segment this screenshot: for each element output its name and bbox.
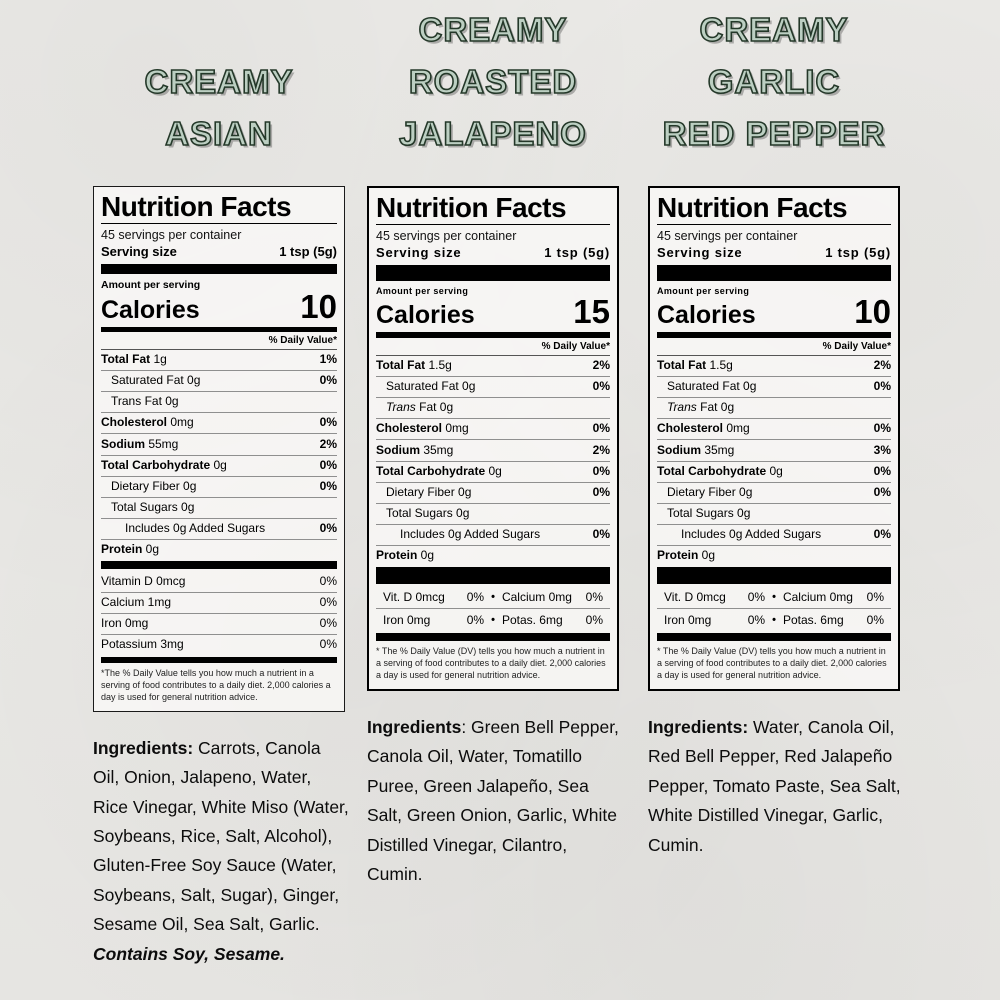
calories-value: 15 [573,293,610,331]
nutrient-row: Saturated Fat 0g 0% [101,371,337,392]
ingredients-label: Ingredients [367,717,462,738]
nutrient-row: Protein 0g [101,542,160,557]
nutrient-row: Sodium 55mg 2% [101,434,337,455]
divider-bar [101,657,337,663]
nutrient-row: Total Carbohydrate 0g 0% [376,462,610,483]
vitamin-row: Iron 0mg 0% • Potas. 6mg 0% [664,613,885,628]
divider-bar [376,567,610,584]
servings-per-container: 45 servings per container [657,229,798,244]
bullet-separator-icon: • [491,591,495,604]
vitamin-rows [657,586,891,631]
divider-bar [101,561,337,569]
nutrient-row: Saturated Fat 0g 0% [657,377,891,398]
nutrient-row: Dietary Fiber 0g 0% [101,477,337,498]
nutrient-row: Protein 0g [376,548,435,563]
divider-bar [657,567,891,584]
divider-bar [101,264,337,274]
vitamin-rows [101,571,337,655]
nutrition-facts-heading: Nutrition Facts [376,193,610,225]
divider-bar [376,633,610,641]
nutrition-facts-label [367,186,619,691]
calories-row [376,293,610,331]
product-column-creamy-roasted-jalapeno [367,0,619,889]
ingredients-text [93,734,351,969]
servings-per-container: 45 servings per container [101,228,242,243]
serving-size-value: 1 tsp (5g) [279,244,337,260]
vitamin-rows [376,586,610,631]
daily-value-header: % Daily Value* [657,338,891,356]
daily-value-footnote: *The % Daily Value tells you how much a nutrient in a serving of food contributes to a daily diet. 2,000 calories a day is used for general nutrition advice. [101,668,331,702]
calories-label: Calories [657,300,756,329]
calories-label: Calories [101,295,200,324]
ingredients-text [367,713,625,889]
serving-size-row [376,243,610,264]
divider-bar [376,265,610,281]
nutrition-facts-label [93,186,345,712]
serving-size-label: Serving size [657,245,743,261]
calories-row [101,288,337,326]
product-title-line: ASIAN [165,114,273,152]
nutrition-facts-heading: Nutrition Facts [101,192,337,224]
product-title-line: ROASTED [408,62,578,100]
nutrient-rows [376,356,610,567]
product-column-creamy-garlic-red-pepper [648,0,900,860]
ingredients-label: Ingredients: [648,717,749,738]
serving-size-label: Serving size [376,245,462,261]
nutrient-row: Dietary Fiber 0g 0% [376,483,610,504]
serving-size-value: 1 tsp (5g) [825,245,891,261]
ingredients-list: Carrots, Canola Oil, Onion, Jalapeno, Water, Rice Vinegar, White Miso (Water, Soybeans, Rice, Salt, Alcohol), Gluten-Free Soy Sauce (Water, Soybeans, Salt, Sugar), Ginger, Sesame Oil, Sea Salt, Garlic. [93,737,349,935]
amount-per-serving-label: Amount per serving [376,286,469,297]
daily-value-header: % Daily Value* [376,338,610,356]
nutrient-row: Includes 0g Added Sugars 0% [376,525,610,546]
nutrient-rows [657,356,891,567]
nutrient-row: Trans Fat 0g [376,398,610,419]
calories-label: Calories [376,300,475,329]
vitamin-row: Vit. D 0mcg 0% • Calcium 0mg 0% [376,586,610,609]
bullet-separator-icon: • [491,614,495,627]
serving-size-value: 1 tsp (5g) [544,245,610,261]
product-title-line: CREAMY [418,10,568,48]
divider-bar [657,265,891,281]
nutrient-row: Dietary Fiber 0g 0% [657,483,891,504]
amount-per-serving-label: Amount per serving [657,286,750,297]
nutrient-row: Total Fat 1.5g 2% [657,356,891,377]
nutrient-row: Saturated Fat 0g 0% [376,377,610,398]
divider-bar [657,633,891,641]
nutrient-row: Trans Fat 0g [101,392,337,413]
vitamin-row: Iron 0mg 0% • Potas. 6mg 0% [383,613,604,628]
nutrient-row: Sodium 35mg 2% [376,440,610,461]
nutrient-row: Includes 0g Added Sugars 0% [657,525,891,546]
nutrient-row: Total Carbohydrate 0g 0% [657,462,891,483]
nutrient-row: Trans Fat 0g [657,398,891,419]
daily-value-header: % Daily Value* [101,332,337,350]
vitamin-row: Vit. D 0mcg 0% • Calcium 0mg 0% [657,586,891,609]
nutrient-row: Cholesterol 0mg 0% [101,413,337,434]
nutrient-row: Cholesterol 0mg 0% [376,419,610,440]
nutrition-facts-label [648,186,900,691]
nutrient-row: Includes 0g Added Sugars 0% [101,519,337,540]
nutrient-row: Total Sugars 0g [657,504,891,525]
amount-per-serving-label: Amount per serving [101,279,201,292]
vitamin-row: Vitamin D 0mcg 0% [101,571,337,592]
product-title [648,0,900,186]
serving-size-label: Serving size [101,244,177,260]
product-title-line: JALAPENO [399,114,587,152]
product-title [367,0,619,186]
nutrition-facts-heading: Nutrition Facts [657,193,891,225]
nutrient-row: Sodium 35mg 3% [657,440,891,461]
product-title-line: GARLIC [707,62,841,100]
serving-size-row [101,242,337,263]
vitamin-row: Iron 0mg 0% [101,614,337,635]
vitamin-row: Potassium 3mg 0% [101,637,337,652]
serving-size-row [657,243,891,264]
nutrient-row: Total Carbohydrate 0g 0% [101,456,337,477]
bullet-separator-icon: • [772,591,776,604]
vitamin-row: Calcium 1mg 0% [101,593,337,614]
bullet-separator-icon: • [772,614,776,627]
nutrient-row: Protein 0g [657,548,716,563]
ingredients-text [648,713,906,860]
calories-value: 10 [300,288,337,326]
nutrient-row: Total Sugars 0g [101,498,337,519]
ingredients-list: Water, Canola Oil, Red Bell Pepper, Red Jalapeño Pepper, Tomato Paste, Sea Salt, White Distilled Vinegar, Garlic, Cumin. [648,717,901,855]
nutrient-row: Total Sugars 0g [376,504,610,525]
ingredients-list: : Green Bell Pepper, Canola Oil, Water, Tomatillo Puree, Green Jalapeño, Sea Salt, Green Onion, Garlic, White Distilled Vinegar, Cilantro, Cumin. [367,717,619,885]
calories-value: 10 [854,293,891,331]
ingredients-label: Ingredients: [93,737,194,758]
nutrient-rows [101,350,337,561]
nutrient-row: Total Fat 1.5g 2% [376,356,610,377]
servings-per-container: 45 servings per container [376,229,517,244]
daily-value-footnote: * The % Daily Value (DV) tells you how much a nutrient in a serving of food contributes to a daily diet. 2,000 calories a day is used for general nutrition advice. [657,646,887,681]
product-title-line: CREAMY [144,62,294,100]
product-column-creamy-asian [93,0,349,969]
calories-row [657,293,891,331]
product-title [93,0,345,186]
product-title-line: CREAMY [699,10,849,48]
allergen-statement: Contains Soy, Sesame. [93,943,285,964]
nutrient-row: Cholesterol 0mg 0% [657,419,891,440]
nutrient-row: Total Fat 1g 1% [101,350,337,371]
product-title-line: RED PEPPER [662,114,886,152]
daily-value-footnote: * The % Daily Value (DV) tells you how much a nutrient in a serving of food contributes to a daily diet. 2,000 calories a day is used for general nutrition advice. [376,646,606,681]
